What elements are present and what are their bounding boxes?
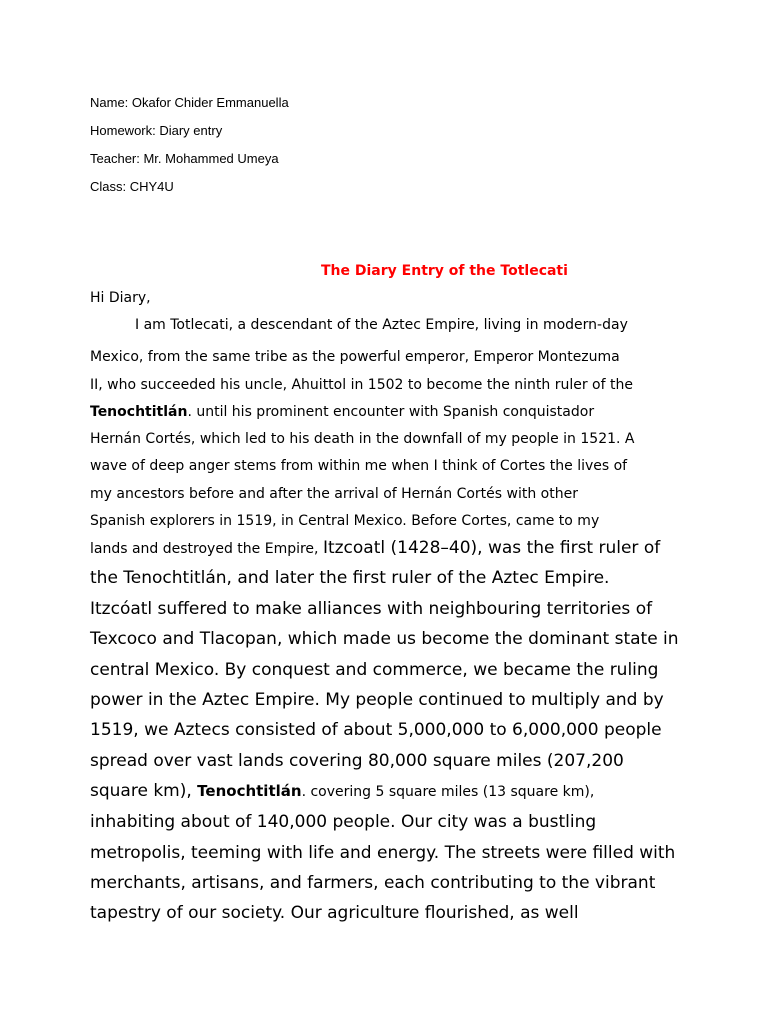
- body-line-15: 1519, we Aztecs consisted of about 5,000,000 to 6,000,000 people: [90, 720, 662, 740]
- body-line-17: [90, 780, 594, 802]
- body-line-9: [90, 537, 660, 559]
- body-line-11: Itzcóatl suffered to make alliances with neighbouring territories of: [90, 599, 653, 619]
- city-name-bold-2: Tenochtitlán: [197, 782, 302, 800]
- body-line-13: central Mexico. By conquest and commerce, we became the ruling: [90, 660, 659, 680]
- body-line-2: Mexico, from the same tribe as the powerful emperor, Emperor Montezuma: [90, 349, 620, 365]
- body-line-17-small: . covering 5 square miles (13 square km),: [301, 784, 595, 800]
- body-line-5: Hernán Cortés, which led to his death in the downfall of my people in 1521. A: [90, 431, 635, 447]
- body-line-3: II, who succeeded his uncle, Ahuittol in 1502 to become the ninth ruler of the: [90, 377, 633, 393]
- body-line-20: merchants, artisans, and farmers, each contributing to the vibrant: [90, 873, 656, 893]
- body-line-19: metropolis, teeming with life and energy. The streets were filled with: [90, 843, 676, 863]
- body-line-21: tapestry of our society. Our agriculture flourished, as well: [90, 903, 579, 923]
- body-line-9-small: lands and destroyed the Empire,: [90, 541, 323, 557]
- body-line-17-large: square km),: [90, 781, 198, 801]
- body-line-16: spread over vast lands covering 80,000 square miles (207,200: [90, 751, 624, 771]
- body-line-6: wave of deep anger stems from within me when I think of Cortes the lives of: [90, 458, 628, 474]
- body-line-12: Texcoco and Tlacopan, which made us become the dominant state in: [90, 629, 679, 649]
- body-line-4: [90, 403, 594, 421]
- body-line-9-large: Itzcoatl (1428–40), was the first ruler of: [322, 538, 661, 558]
- document-title: The Diary Entry of the Totlecati: [321, 263, 568, 279]
- body-line-8: Spanish explorers in 1519, in Central Mexico. Before Cortes, came to my: [90, 513, 600, 529]
- city-name-bold: Tenochtitlán: [90, 404, 188, 420]
- body-line-7: my ancestors before and after the arrival of Hernán Cortés with other: [90, 486, 578, 502]
- body-line-18: inhabiting about of 140,000 people. Our city was a bustling: [90, 812, 597, 832]
- body-line-4-text: . until his prominent encounter with Spanish conquistador: [187, 404, 595, 420]
- body-line-1: I am Totlecati, a descendant of the Aztec Empire, living in modern-day: [135, 317, 628, 333]
- greeting: Hi Diary,: [90, 290, 151, 306]
- body-line-14: power in the Aztec Empire. My people continued to multiply and by: [90, 690, 664, 710]
- body-line-10: the Tenochtitlán, and later the first ruler of the Aztec Empire.: [90, 568, 610, 588]
- student-name: Name: Okafor Chider Emmanuella: [90, 95, 289, 110]
- class-code: Class: CHY4U: [90, 179, 174, 194]
- homework-label: Homework: Diary entry: [90, 123, 223, 138]
- teacher-name: Teacher: Mr. Mohammed Umeya: [90, 151, 279, 166]
